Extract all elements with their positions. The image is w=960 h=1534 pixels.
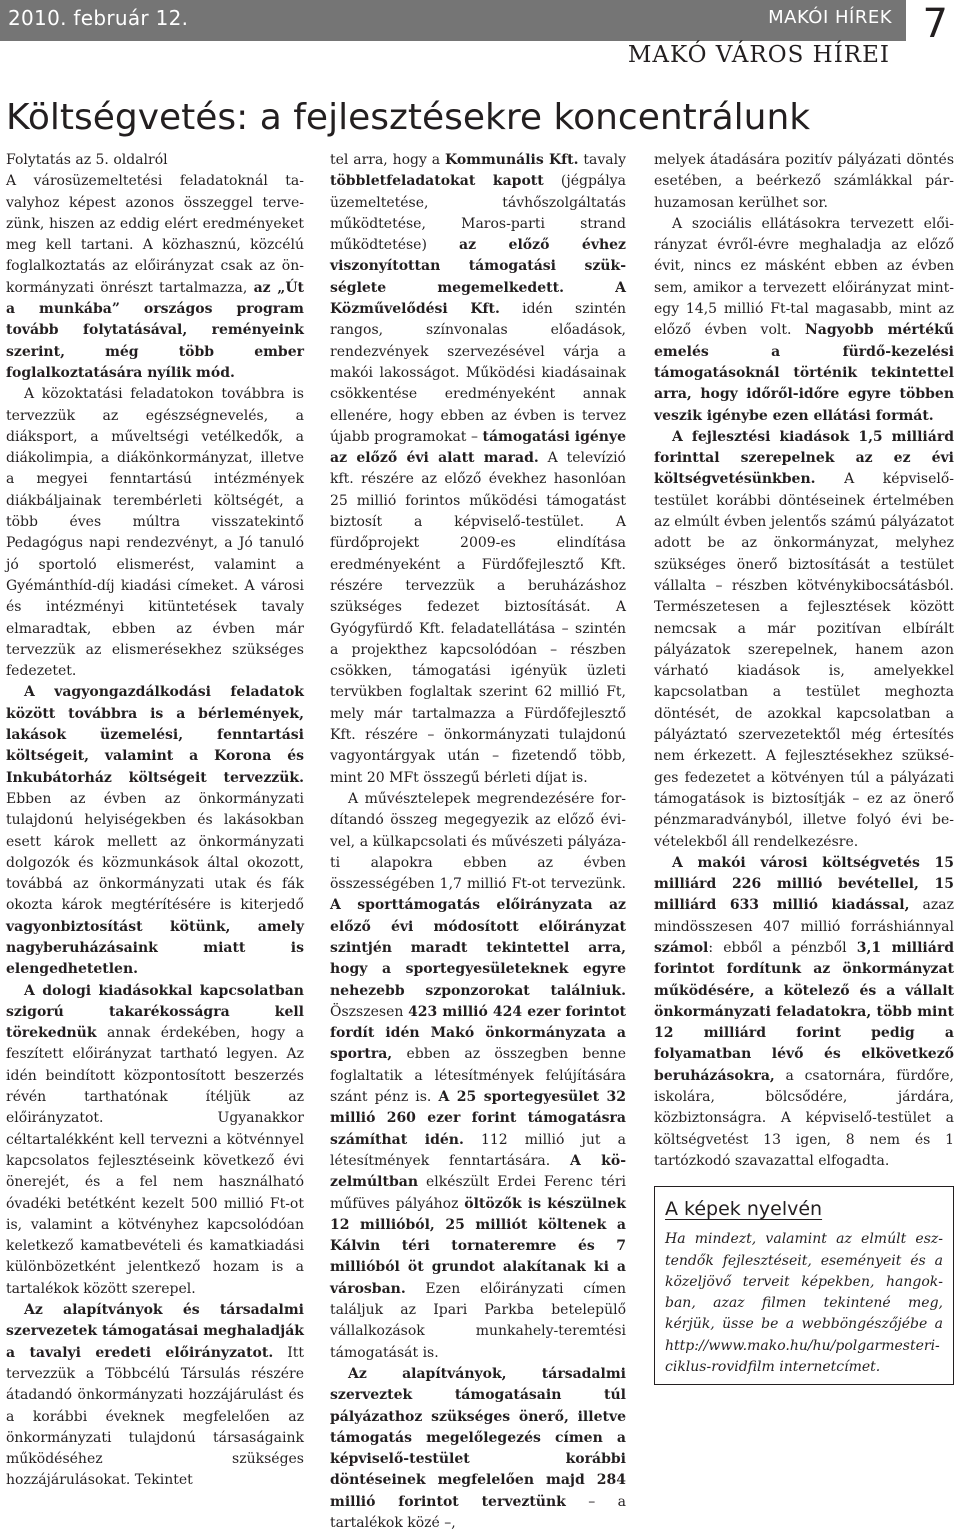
article-column-1: [6, 150, 304, 1492]
column-1-paragraph: A dologi kiadásokkal kapcsolatban szigorú takarékosságra kell törekednük annak érdekében, hogy a feszített előirányzat tartható legyen. Az idén beindított központosított beszerzés révén tarthatónak ítéljük az előirányzatot. Ugyanakkor céltartalékként kell tervezni a kötvénnyel kapcsolatos fejlesztéseink következő évi önerejét, és a fel nem használható óvadéki betétként kezelt 500 millió Ft-ot is, valamint a kötvényhez kapcsolódóan keletkező kamatbevételi és kamatkiadási különbözetként jelentkező hozam is a tartalékok között szerepel.: [6, 982, 304, 1297]
bold-emphasis: Kommunális Kft.: [444, 152, 579, 168]
bold-emphasis: A vagyongazdálkodási feladatok között továbbra is a bérlemények, lakások üzemelési, fenntartási költségeit, valamint a Korona és Inkubátorház költségeit tervezzük.: [6, 684, 304, 786]
bold-emphasis: Nagyobb mértékű emelés a fürdő-kezelési támogatásoknál történik tekintettel arra, hogy időről-időre egyre többen veszik igénybe ezen ellátási formát.: [654, 322, 954, 424]
bold-emphasis: támogatási igénye az előző évi alatt marad.: [330, 428, 626, 467]
info-box-title: A képek nyelvén: [665, 1198, 823, 1221]
info-box: [654, 1186, 954, 1385]
column-2-paragraph: A művésztelepek megrendezésére fordítandó összeg megegyezik az előző évivel, a külkapcsolati és művészeti pályázati alapokra ebben az évben összességében 1,7 millió Ft-ot tervezünk. A sporttámogatás előirányzata az előző évi módosított előirányzat szintjén maradt tekintettel arra, hogy a sportegyesületeknek egyre nehezebb szponzorokat találniuk. Öszszesen 423 millió 424 ezer forintot fordít idén Makó önkormányzata a sportra, ebben az összegben benne foglaltatik a létesítmények felújítására szánt pénz is. A 25 sportegyesület 32 millió 260 ezer forint támogatásra számíthat idén. 112 millió jut a létesítmények fenntartására. A közelmúltban elkészült Erdei Ferenc téri műfüves pályához öltözők is készülnek 12 millióból, 25 milliót költenek a Kálvin téri tornateremre és 7 millióból öt grundot alakítanak ki a városban. Ezen előirányzati címen találjuk az Ipari Parkba betelepülő vállalkozások munkahely-teremtési támogatását is.: [330, 790, 627, 1361]
article-column-2: [330, 150, 626, 1534]
bold-emphasis: A 25 sportegyesület 32 millió 260 ezer forint támogatásra számíthat idén.: [330, 1089, 627, 1148]
column-1-paragraph: A közoktatási feladatokon továbbra is tervezzük az egészségnevelés, a diáksport, a műveltségi vetélkedők, a diákolimpia, a diákönkormányzat, illetve a megyei fenntartású intézmények diákbáljainak terembérleti költségét, a több éves múltra visszatekintő Pedagógus napi rendezvényt, a Jó tanuló jó sportoló elismerést, valamint a Gyémánthíd-díj kiadási címeket. A városi és intézményi kitüntetések tavaly elmaradtak, ebben az évben már tervezzük az elismerésekhez szükséges fedezetet.: [6, 386, 304, 680]
bold-emphasis: többletfeladatokat kapott: [330, 173, 544, 190]
bold-emphasis: A sporttámogatás előirányzata az előző évi módosított előirányzat szintjén maradt tekintettel arra, hogy a sportegyesületeknek egyre nehezebb szponzorokat találniuk.: [330, 897, 626, 999]
column-2-paragraph: Az alapítványok, társadalmi szerveztek támogatásain túl pályázathoz szükséges önerő, illetve támogatás megelőlegezés címen a képviselő-testület korábbi döntéseinek megfelelően majd 284 millió forintot terveztünk – a tartalékok közé –,: [330, 1365, 626, 1531]
column-2-paragraph: tel arra, hogy a Kommunális Kft. tavaly többletfeladatokat kapott (jégpálya üzemeltetése, távhőszolgáltatás működtetése, Maros-parti strand működtetése) az előző évhez viszonyítottan támogatási szükséglete megemelkedett. A Közművelődési Kft. idén szintén rangos, színvonalas előadások, rendezvények szervezésével várja a makói lakosságot. Működési kiadásainak csökkentése eredményeként annak ellenére, hogy ebben az évben is tervez újabb programokat – támogatási igénye az előző évi alatt marad. A televízió kft. részére az előző évekhez hasonlóan 25 millió forintos működési támogatást biztosít a képviselő-testület. A fürdőprojekt 2009-es elindítása eredményeként a Fürdőfejlesztő Kft. részére tervezzük a beruházáshoz szükséges fedezet biztosítását. A Gyógyfürdő Kft. feladatellátása – szintén a projekthez kapcsolódóan – részben csökken, támogatási igényük üzleti tervükben foglaltak szerint 62 millió Ft, mely már tartalmazza a Fürdőfejlesztő Kft. részére – önkormányzati tulajdonú vagyontárgyak után – fizetendő több, mint 20 MFt összegű bérleti díjat is.: [330, 152, 627, 786]
column-3-paragraph: A makói városi költségvetés 15 milliárd 226 millió bevétellel, 15 milliárd 633 millió kiadással, azaz mindösszesen 407 millió forráshiánnyal számol: ebből a pénzből 3,1 milliárd forintot fordítunk az önkormányzat működésére, a kötelező és a vállalt önkormányzati feladatokra, több mint 12 milliárd forint pedig a folyamatban lévő és elkövetkező beruházásokra, a csatornára, fürdőre, iskolára, bölcsődére, járdára, közbiztonságra. A képviselő-testület a költségvetést 13 igen, 8 nem és 1 tartózkodó szavazattal elfogadta.: [654, 854, 954, 1169]
column-3-paragraph: A fejlesztési kiadások 1,5 milliárd forinttal szerepelnek az ez évi költségvetésünkben. A képviselő-testület korábbi döntéseinek értelmében az elmúlt évben jelentős számú pályázatot adott be az önkormányzat, melyhez szükséges önerő biztosítását a testület vállalta – részben kötvénykibocsátásból. Természetesen a fejlesztések között nemcsak a már pozitívan elbírált pályázatok szerepelnek, hanem azon várható kiadások is, amelyekkel kapcsolatban a testület meghozta döntését, de azokkal kapcsolatban a pályáztató szervezetektől még értesítés nem érkezett. A fejlesztésekhez szükséges fedezetet a kötvényen túl a pályázati támogatások is biztosítják – ez az önerő pénzmaradványból, illetve folyó évi bevételekből áll rendelkezésre.: [654, 428, 954, 850]
bold-emphasis: 423 millió 424 ezer forintot fordít idén Makó önkormányzata a sportra,: [330, 1003, 627, 1063]
bold-emphasis: vagyonbiztosítást kötünk, amely nagyberuházásaink miatt is elengedhetetlen.: [6, 918, 304, 978]
masthead: MAKÓ VÁROS HÍREI: [627, 42, 890, 68]
continued-note: Folytatás az 5. oldalról: [6, 152, 168, 168]
bold-emphasis: az „Út a munkába” országos program tovább folytatásával, reményeink szerint, még több ember foglalkoztatására nyílik mód.: [6, 279, 305, 381]
section-label: MAKÓI HÍREK: [768, 7, 892, 28]
article-headline: Költségvetés: a fejlesztésekre koncentrálunk: [6, 97, 811, 138]
bold-emphasis: 3,1 milliárd forintot fordítunk az önkormányzat működésére, a kötelező és a vállalt önkormányzati feladatokra, több mint 12 milliárd forint pedig a folyamatban lévő és elkövetkező beruházásokra,: [654, 939, 954, 1084]
column-1-paragraph: A városüzemeltetési feladatoknál tavalyhoz képest azonos összeggel tervezünk, hiszen az eddig elért eredményeket meg kell tartani. A közhasznú, közcélú foglalkoztatás az előirányzat csak az önkormányzati önrészt tartalmazza, az „Út a munkába” országos program tovább folytatásával, reményeink szerint, még több ember foglalkoztatására nyílik mód.: [6, 173, 305, 381]
column-3-paragraph: melyek átadására pozitív pályázati döntés esetében, a beérkező számlákkal párhuzamosan kerülhet sor.: [654, 152, 954, 211]
bold-emphasis: számol: [654, 939, 709, 956]
column-3-paragraph: A szociális ellátásokra tervezett előirányzat évről-évre meghaladja az előző évit, nincs ez másként ebben az évben sem, amikor a tervezett előirányzat mintegy 14,5 millió Ft-tal magasabb, mint az előző évben volt. Nagyobb mértékű emelés a fürdő-kezelési támogatásoknál történik tekintettel arra, hogy időről-időre egyre többen veszik igénybe ezen ellátási formát.: [654, 215, 954, 424]
column-1-paragraph: Az alapítványok és társadalmi szervezetek támogatásai meghaladják a tavalyi eredeti előirányzatot. Itt tervezzük a Többcélú Társulás részére átadandó önkormányzati hozzájárulást és a korábbi éveknek megfelelően az önkormányzati tulajdonú társaságaink működéséhez szükséges hozzájárulásokat. Tekintet: [6, 1302, 304, 1489]
article-column-3: [654, 150, 954, 1385]
bold-emphasis: az előző évhez viszonyítottan támogatási szükséglete megemelkedett. A Közművelődési Kft.: [330, 237, 626, 318]
info-box-body: Ha mindezt, valamint az elmúlt esztendők fejlesztéseit, eseményeit és a közeljövő terveit képekben, hangokban, azaz filmen tekintené meg, kérjük, üsse be a webböngészőjébe a http://www.mako.hu/hu/polgarmesteri-ciklus-rovidfilm internetcímet.: [665, 1231, 943, 1376]
top-bar: [0, 0, 906, 41]
bold-emphasis: A fejlesztési kiadások 1,5 milliárd forinttal szerepelnek az ez évi költségvetésünkben.: [654, 428, 954, 488]
bold-emphasis: Az alapítványok, társadalmi szerveztek támogatásain túl pályázathoz szükséges önerő, illetve támogatás megelőlegezés címen a képviselő-testület korábbi döntéseinek megfelelően majd 284 millió forintot terveztünk: [330, 1365, 626, 1510]
bold-emphasis: A közelmúltban: [330, 1152, 626, 1191]
page-number: 7: [922, 1, 948, 47]
bold-emphasis: A makói városi költségvetés 15 milliárd 226 millió bevétellel, 15 milliárd 633 millió kiadással,: [654, 854, 954, 914]
bold-emphasis: öltözők is készülnek 12 millióból, 25 milliót költenek a Kálvin téri tornateremre és 7 millióból öt grundot alakítanak ki a városban.: [330, 1195, 626, 1297]
bold-emphasis: Az alapítványok és társadalmi szervezetek támogatásai meghaladják a tavalyi eredeti előirányzatot.: [6, 1302, 304, 1361]
issue-date: 2010. február 12.: [8, 6, 189, 30]
bold-emphasis: A dologi kiadásokkal kapcsolatban szigorú takarékosságra kell törekednük: [6, 982, 304, 1042]
column-3-body: [654, 150, 954, 1172]
column-1-paragraph: A vagyongazdálkodási feladatok között továbbra is a bérlemények, lakások üzemelési, fenntartási költségeit, valamint a Korona és Inkubátorház költségeit tervezzük. Ebben az évben az önkormányzati tulajdonú helyiségekben és lakásokban esett károk mellett az önkormányzati dolgozók és közmunkások által okozott, továbbá az önkormányzati utak és fák okozta károk megtérítésére is kiterjedő vagyonbiztosítást kötünk, amely nagyberuházásaink miatt is elengedhetetlen.: [6, 684, 304, 978]
